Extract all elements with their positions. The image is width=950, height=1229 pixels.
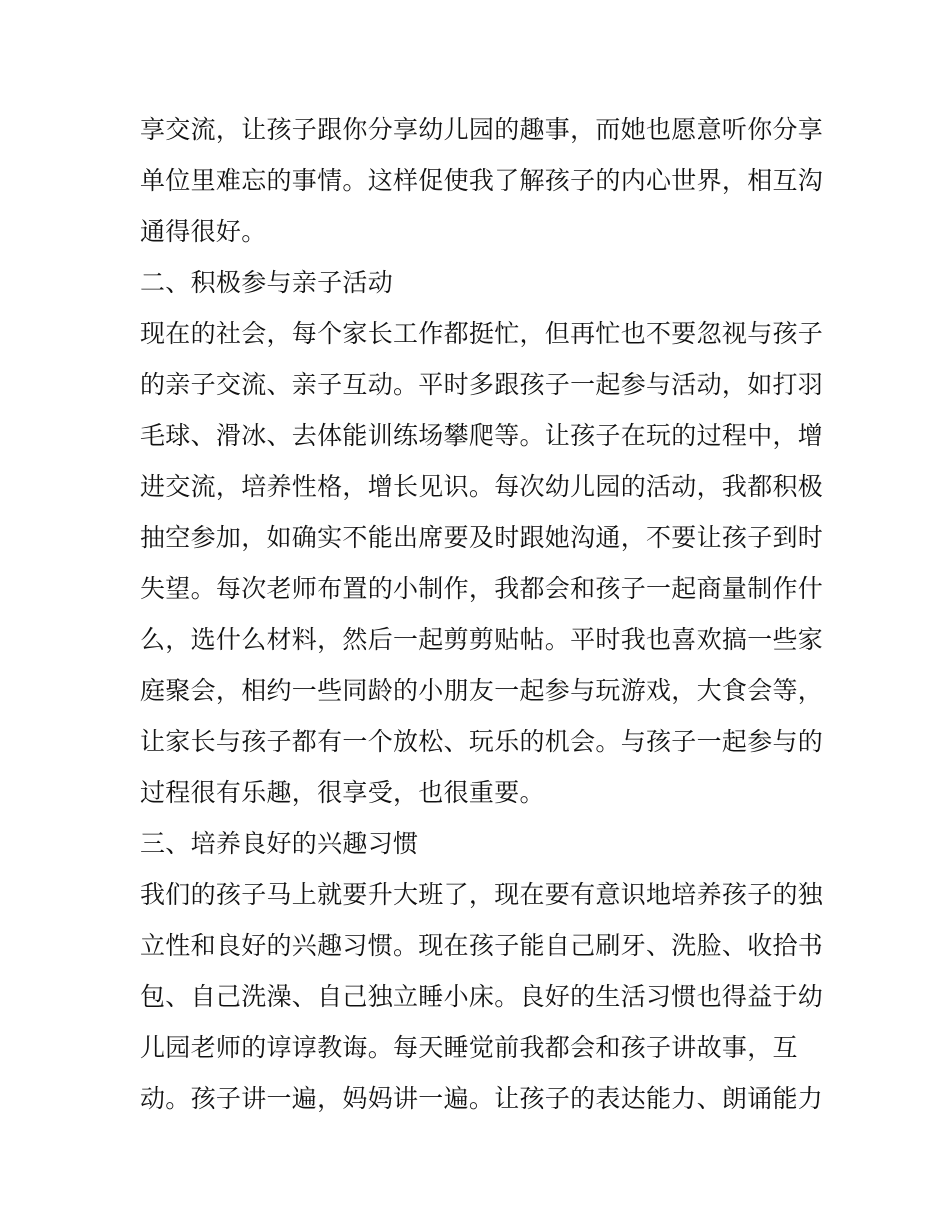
paragraph-line: 包、自己洗澡、自己独立睡小床。良好的生活习惯也得益于幼 xyxy=(140,982,824,1011)
paragraph-line: 毛球、滑冰、去体能训练场攀爬等。让孩子在玩的过程中，增 xyxy=(140,421,824,450)
paragraph-line: 的亲子交流、亲子互动。平时多跟孩子一起参与活动，如打羽 xyxy=(140,370,824,399)
paragraph-line: 让家长与孩子都有一个放松、玩乐的机会。与孩子一起参与的 xyxy=(140,727,824,756)
paragraph-line: 么，选什么材料，然后一起剪剪贴帖。平时我也喜欢搞一些家 xyxy=(140,625,824,654)
paragraph-line: 立性和良好的兴趣习惯。现在孩子能自己刷牙、洗脸、收拾书 xyxy=(140,931,824,960)
paragraph-line: 通得很好。 xyxy=(140,217,267,246)
paragraph-line: 进交流，培养性格，增长见识。每次幼儿园的活动，我都积极 xyxy=(140,472,824,501)
paragraph-line: 过程很有乐趣，很享受，也很重要。 xyxy=(140,778,545,807)
paragraph-line: 现在的社会，每个家长工作都挺忙，但再忙也不要忽视与孩子 xyxy=(140,319,824,348)
paragraph-line: 单位里难忘的事情。这样促使我了解孩子的内心世界，相互沟 xyxy=(140,166,824,195)
paragraph-line: 庭聚会，相约一些同龄的小朋友一起参与玩游戏，大食会等， xyxy=(140,676,824,705)
paragraph-line: 我们的孩子马上就要升大班了，现在要有意识地培养孩子的独 xyxy=(140,880,824,909)
section-heading: 三、培养良好的兴趣习惯 xyxy=(140,829,419,858)
paragraph-line: 儿园老师的谆谆教诲。每天睡觉前我都会和孩子讲故事，互 xyxy=(140,1033,798,1062)
paragraph-line: 享交流，让孩子跟你分享幼儿园的趣事，而她也愿意听你分享 xyxy=(140,115,824,144)
paragraph-line: 失望。每次老师布置的小制作，我都会和孩子一起商量制作什 xyxy=(140,574,824,603)
section-heading: 二、积极参与亲子活动 xyxy=(140,268,394,297)
paragraph-line: 抽空参加，如确实不能出席要及时跟她沟通，不要让孩子到时 xyxy=(140,523,824,552)
paragraph-line: 动。孩子讲一遍，妈妈讲一遍。让孩子的表达能力、朗诵能力 xyxy=(140,1084,824,1113)
